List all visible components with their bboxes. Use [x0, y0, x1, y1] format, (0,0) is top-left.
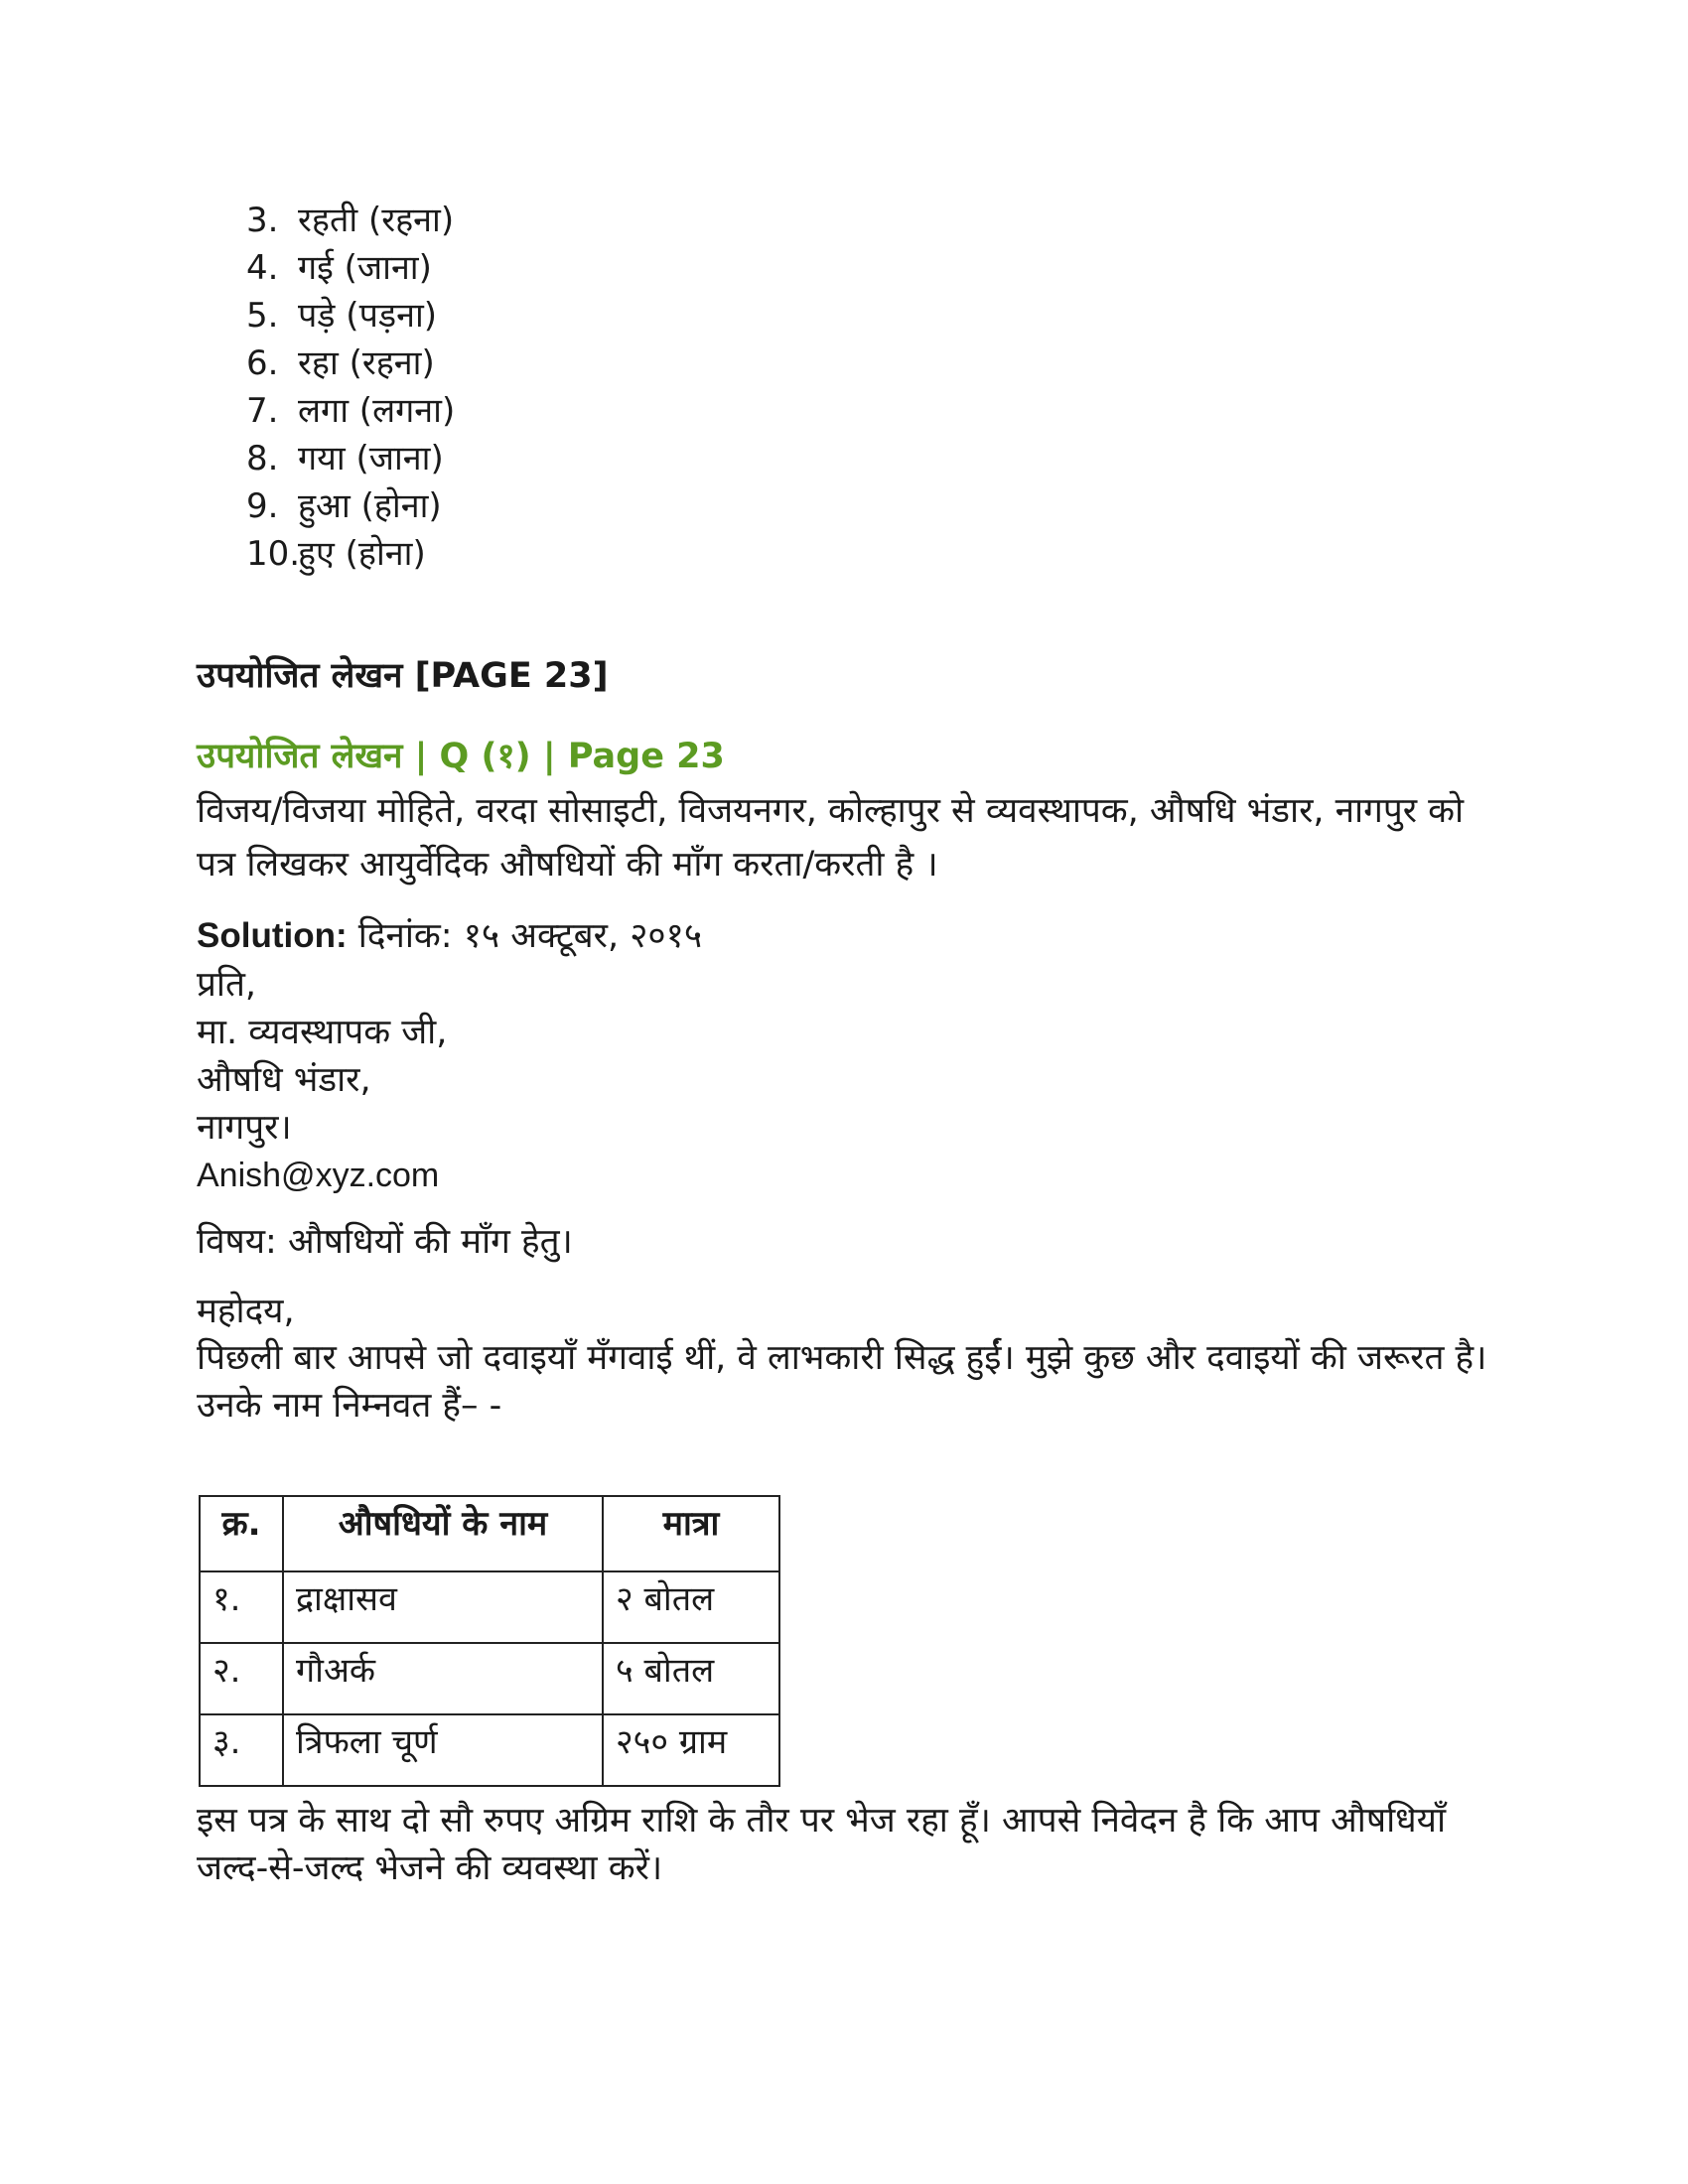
list-item: 4. गई (जाना) — [246, 248, 432, 288]
table-cell: द्राक्षासव — [283, 1571, 603, 1643]
table-cell: त्रिफला चूर्ण — [283, 1714, 603, 1786]
list-item: 9. हुआ (होना) — [246, 486, 442, 526]
table-row — [200, 1571, 779, 1643]
letter-subject: विषय: औषधियों की माँग हेतु। — [197, 1222, 573, 1262]
email-address: Anish@xyz.com — [197, 1157, 440, 1194]
address-line: नागपुर। — [197, 1108, 292, 1148]
column-header: औषधियों के नाम — [283, 1496, 603, 1571]
address-line: प्रति, — [197, 965, 257, 1005]
letter-closing: इस पत्र के साथ दो सौ रुपए अग्रिम राशि के तौर पर भेज रहा हूँ। आपसे निवेदन है कि आप औषधियाँ जल्द-से-जल्द भेजने की व्यवस्था करें। — [197, 1801, 1447, 1888]
table-cell: २ बोतल — [603, 1571, 779, 1643]
column-header: क्र. — [200, 1496, 283, 1571]
table-header-row — [200, 1496, 779, 1571]
table-cell: २५० ग्राम — [603, 1714, 779, 1786]
table-row — [200, 1714, 779, 1786]
table-cell: २. — [200, 1643, 283, 1714]
list-item: 7. लगा (लगना) — [246, 391, 456, 431]
table-cell: गौअर्क — [283, 1643, 603, 1714]
list-item: 3. रहती (रहना) — [246, 201, 455, 240]
letter-date: दिनांक: १५ अक्टूबर, २०१५ — [357, 916, 703, 956]
recipient-address — [197, 961, 447, 1199]
table-cell: १. — [200, 1571, 283, 1643]
address-line: मा. व्यवस्थापक जी, — [197, 1013, 448, 1052]
letter-body: पिछली बार आपसे जो दवाइयाँ मँगवाई थीं, वे लाभकारी सिद्ध हुईं। मुझे कुछ और दवाइयों की जरूरत है। उनके नाम निम्नवत हैं– - — [197, 1338, 1487, 1426]
table-row — [200, 1643, 779, 1714]
list-item: 5. पड़े (पड़ना) — [246, 296, 438, 336]
section-heading: उपयोजित लेखन [PAGE 23] — [197, 656, 609, 696]
salutation: महोदय, — [197, 1292, 295, 1331]
answers-list — [246, 197, 455, 578]
list-item: 6. रहा (रहना) — [246, 343, 435, 383]
medicines-table — [199, 1495, 780, 1787]
question-heading: उपयोजित लेखन | Q (१) | Page 23 — [197, 737, 725, 776]
address-line: औषधि भंडार, — [197, 1060, 371, 1100]
question-text: विजय/विजया मोहिते, वरदा सोसाइटी, विजयनगर, कोल्हापुर से व्यवस्थापक, औषधि भंडार, नागपुर को पत्र लिखकर आयुर्वेदिक औषधियों की माँग करता/करती है । — [197, 791, 1465, 885]
column-header: मात्रा — [603, 1496, 779, 1571]
table-cell: ३. — [200, 1714, 283, 1786]
list-item: 10.हुए (होना) — [246, 534, 426, 574]
solution-line — [197, 911, 702, 958]
list-item: 8. गया (जाना) — [246, 439, 444, 478]
table-cell: ५ बोतल — [603, 1643, 779, 1714]
solution-label: Solution: — [197, 916, 348, 955]
